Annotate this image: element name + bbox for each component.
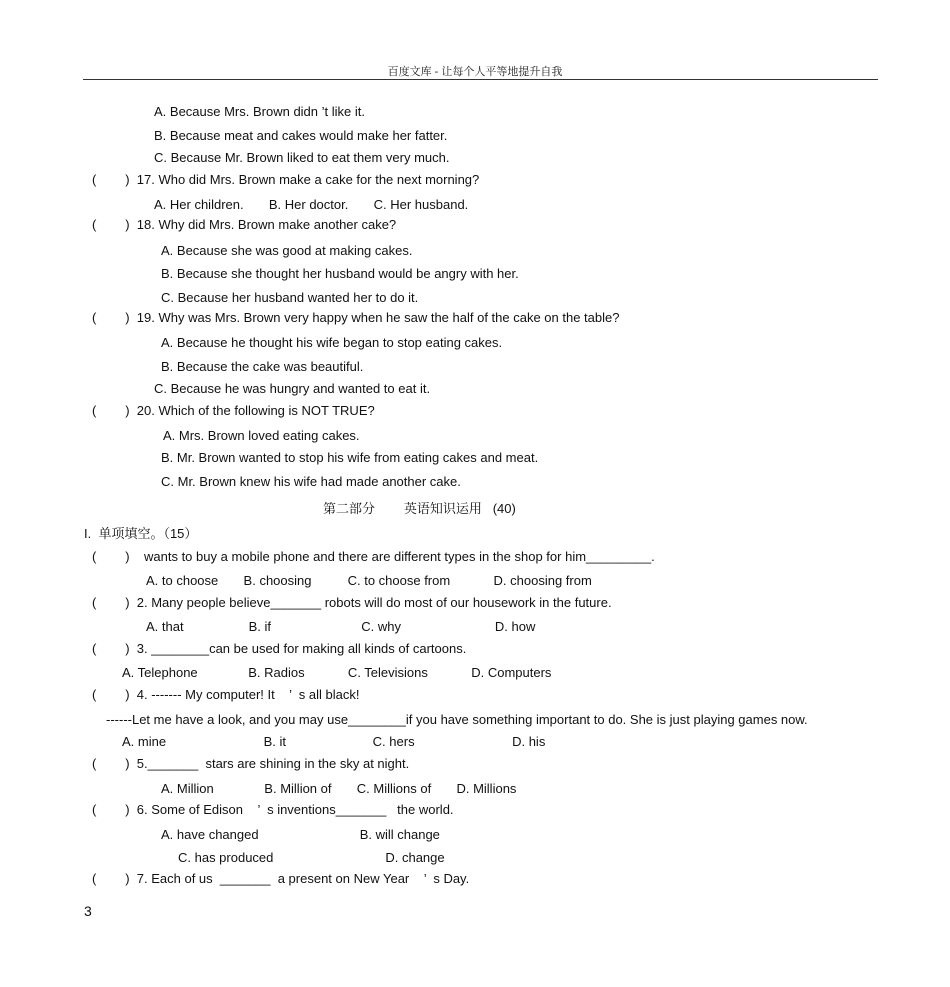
- question-3: ( ) 3. ________can be used for making all kinds of cartoons.: [92, 641, 467, 656]
- q19-option-a: A. Because he thought his wife began to stop eating cakes.: [161, 335, 503, 350]
- question-4-dialogue: ------Let me have a look, and you may use________if you have something important to do. She is just playing games now.: [106, 712, 808, 727]
- q19-option-c: C. Because he was hungry and wanted to eat it.: [154, 381, 431, 396]
- question-7: ( ) 7. Each of us _______ a present on New Year ’ s Day.: [92, 871, 470, 886]
- q16-option-b: B. Because meat and cakes would make her fatter.: [154, 128, 448, 143]
- question-19: ( ) 19. Why was Mrs. Brown very happy when he saw the half of the cake on the table?: [92, 310, 620, 325]
- page-header: 百度文库 - 让每个人平等地提升自我: [387, 66, 563, 78]
- section-heading: 第二部分 英语知识运用 (40): [323, 501, 516, 516]
- header-rule: [83, 79, 878, 80]
- question-20: ( ) 20. Which of the following is NOT TRUE?: [92, 403, 375, 418]
- question-2: ( ) 2. Many people believe_______ robots will do most of our housework in the future.: [92, 595, 612, 610]
- q16-option-c: C. Because Mr. Brown liked to eat them very much.: [154, 150, 450, 165]
- question-18: ( ) 18. Why did Mrs. Brown make another cake?: [92, 217, 397, 232]
- q5-options: A. Million B. Million of C. Millions of D. Millions: [161, 781, 517, 796]
- question-4: ( ) 4. ------- My computer! It ’ s all black!: [92, 687, 360, 702]
- q18-option-c: C. Because her husband wanted her to do it.: [161, 290, 419, 305]
- q4-options: A. mine B. it C. hers D. his: [122, 734, 546, 749]
- q17-options: A. Her children. B. Her doctor. C. Her husband.: [154, 197, 469, 212]
- q6-options-cd: C. has produced D. change: [178, 850, 445, 865]
- q3-options: A. Telephone B. Radios C. Televisions D. Computers: [122, 665, 552, 680]
- q6-options-ab: A. have changed B. will change: [161, 827, 440, 842]
- q2-options: A. that B. if C. why D. how: [146, 619, 536, 634]
- question-5: ( ) 5._______ stars are shining in the sky at night.: [92, 756, 410, 771]
- q19-option-b: B. Because the cake was beautiful.: [161, 359, 364, 374]
- question-1: ( ) wants to buy a mobile phone and there are different types in the shop for him_________.: [92, 549, 655, 564]
- q20-option-c: C. Mr. Brown knew his wife had made another cake.: [161, 474, 461, 489]
- q20-option-a: A. Mrs. Brown loved eating cakes.: [163, 428, 360, 443]
- page-number: 3: [84, 903, 92, 919]
- q1-options: A. to choose B. choosing C. to choose from D. choosing from: [146, 573, 592, 588]
- q18-option-a: A. Because she was good at making cakes.: [161, 243, 413, 258]
- q18-option-b: B. Because she thought her husband would be angry with her.: [161, 266, 519, 281]
- question-17: ( ) 17. Who did Mrs. Brown make a cake for the next morning?: [92, 172, 480, 187]
- q20-option-b: B. Mr. Brown wanted to stop his wife from eating cakes and meat.: [161, 450, 539, 465]
- question-6: ( ) 6. Some of Edison ’ s inventions_______ the world.: [92, 802, 454, 817]
- subsection-heading: I. 单项填空。（15）: [84, 526, 198, 541]
- q16-option-a: A. Because Mrs. Brown didn ’t like it.: [154, 104, 365, 119]
